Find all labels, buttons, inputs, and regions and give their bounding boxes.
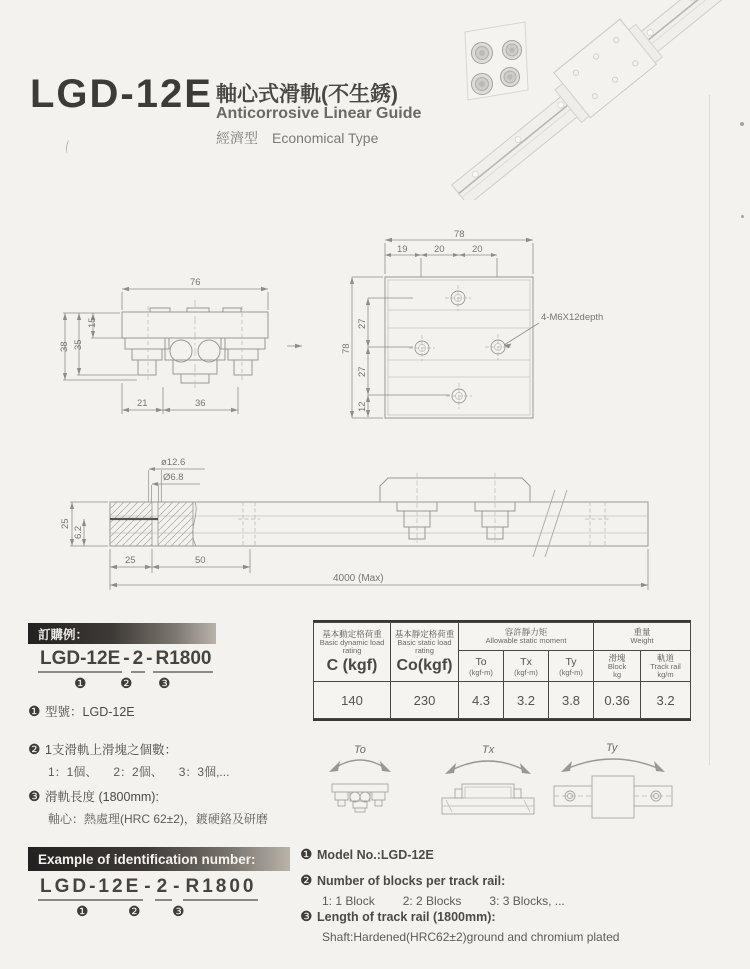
dim-front-b36: 36 (195, 398, 206, 409)
dim-left-12: 12 (357, 401, 368, 412)
order-code: LGD-12E - 2 - R1800 (38, 648, 258, 673)
order-item-3: ❸ 滑軌長度 (1800mm): 軸心：熱處理(HRC 62±2)，鍍硬鉻及研磨 (28, 788, 268, 826)
ty-label: Ty (606, 742, 618, 754)
identification-banner: Example of identification number: (28, 847, 290, 871)
dim-dia-outer: ø12.6 (161, 457, 186, 468)
code-part-model: LGD-12E (38, 876, 143, 901)
page-edge-line (709, 95, 710, 765)
code-part-blocks: 2 (155, 876, 173, 901)
code-part-model: LGD-12E (38, 648, 122, 673)
scan-speck (740, 122, 744, 126)
mounting-holes (409, 285, 511, 409)
value-to: 4.3 (459, 682, 504, 719)
id-item-2: ❷ Number of blocks per track rail: 1: 1 Block 2: 2 Blocks 3: 3 Blocks, ... (300, 872, 581, 908)
code-part-length: R1800 (183, 876, 258, 901)
title-chinese: 軸心式滑軌(不生銹) (216, 83, 398, 106)
marker-2: ❷ (120, 675, 133, 691)
value-tx: 3.2 (504, 682, 549, 719)
title-english: Anticorrosive Linear Guide (216, 105, 422, 122)
marker-1: ❶ (74, 675, 87, 691)
marker-1: ❶ (76, 903, 89, 919)
scan-speck (741, 215, 744, 218)
type-line (216, 128, 378, 148)
value-co: 230 (391, 682, 459, 719)
moment-group-header: 容許靜力矩 Allowable static moment (459, 623, 594, 651)
id-item-3-note: Shaft:Hardened(HRC62±2)ground and chromium plated (322, 930, 620, 944)
tx-label: Tx (482, 744, 495, 756)
id-item-2-options: 1: 1 Block 2: 2 Blocks 3: 3 Blocks, ... (322, 894, 565, 908)
to-label: To (354, 744, 366, 756)
marker-3: ❸ (158, 675, 171, 691)
marker-2: ❷ (128, 903, 141, 919)
order-example-banner: 訂購例： (28, 623, 216, 644)
dim-rail-height: 25 (60, 518, 71, 529)
dim-dia-inner: Ø6.8 (163, 472, 184, 483)
value-c: 140 (314, 682, 391, 719)
weight-group-header: 重量 Weight (594, 623, 691, 651)
dim-front-h35: 35 (73, 339, 84, 350)
col-ty-header: Ty (kgf-m) (549, 651, 594, 682)
dim-left-27a: 27 (357, 318, 368, 329)
hatched-end-section (110, 502, 152, 546)
spec-values-row (314, 682, 691, 719)
moment-diagram-ty (550, 740, 676, 822)
dim-front-h38: 38 (59, 341, 70, 352)
order-item-1: ❶ 型號：LGD-12E (28, 703, 135, 719)
type-english: Economical Type (272, 130, 379, 146)
carriage-side (380, 478, 530, 539)
value-rail-weight: 3.2 (641, 682, 691, 719)
col-to-header: To (kgf-m) (459, 651, 504, 682)
col-dynamic-header: 基本動定格荷重 Basic dynamic load rating C (kgf) (314, 623, 391, 682)
id-item-3: ❸ Length of track rail (1800mm): Shaft:Hardened(HRC62±2)ground and chromium plated (300, 908, 620, 944)
dim-front-width: 76 (190, 277, 201, 288)
dim-left-27b: 27 (357, 366, 368, 377)
marker-3: ❸ (172, 903, 185, 919)
moment-diagram-tx (438, 742, 538, 822)
scan-artifact (65, 140, 73, 155)
front-view-drawing (55, 262, 305, 442)
code-part-length: R1800 (153, 648, 213, 673)
col-tx-header: Tx (kgf-m) (504, 651, 549, 682)
dim-top-seg20b: 20 (472, 244, 483, 255)
dim-step: 6.2 (73, 525, 84, 539)
dim-top-seg20a: 20 (434, 244, 445, 255)
hole-note: 4-M6X12depth (541, 312, 604, 323)
moment-diagram-to (324, 742, 396, 822)
order-item-2: ❷ 1支滑軌上滑塊之個數： 1：1個、 2：2個、 3：3個,... (28, 740, 245, 780)
value-block-weight: 0.36 (594, 682, 641, 719)
dim-total-length: 4000 (Max) (333, 573, 384, 584)
value-ty: 3.8 (549, 682, 594, 719)
order-item-2-options: 1：1個、 2：2個、 3：3個,... (48, 765, 230, 779)
id-item-1: ❶ Model No.:LGD-12E (300, 846, 434, 862)
side-view-drawing (55, 445, 700, 600)
dim-seg50: 50 (195, 555, 206, 566)
type-chinese: 經濟型 (216, 130, 258, 146)
col-block-header: 滑塊 Block kg (594, 651, 641, 682)
col-trackrail-header: 軌道 Track rail kg/m (641, 651, 691, 682)
top-view-drawing (325, 228, 670, 433)
page-title: LGD-12E (30, 72, 213, 116)
dim-top-seg19: 19 (397, 244, 408, 255)
dim-front-b21: 21 (137, 398, 148, 409)
order-code-block (38, 648, 258, 696)
dim-front-h15: 15 (87, 317, 98, 328)
dim-seg25: 25 (125, 555, 136, 566)
spec-table (313, 622, 691, 719)
order-item-3-note: 軸心：熱處理(HRC 62±2)，鍍硬鉻及研磨 (48, 812, 268, 826)
identification-code: LGD-12E - 2 - R1800 (38, 876, 268, 901)
col-static-header: 基本靜定格荷重 Basic static load rating Co(kgf) (391, 623, 459, 682)
dim-top-width: 78 (454, 229, 465, 240)
dim-left-total: 78 (341, 343, 352, 354)
code-part-blocks: 2 (131, 648, 146, 673)
product-photo (420, 0, 750, 200)
identification-code-block (38, 876, 268, 924)
